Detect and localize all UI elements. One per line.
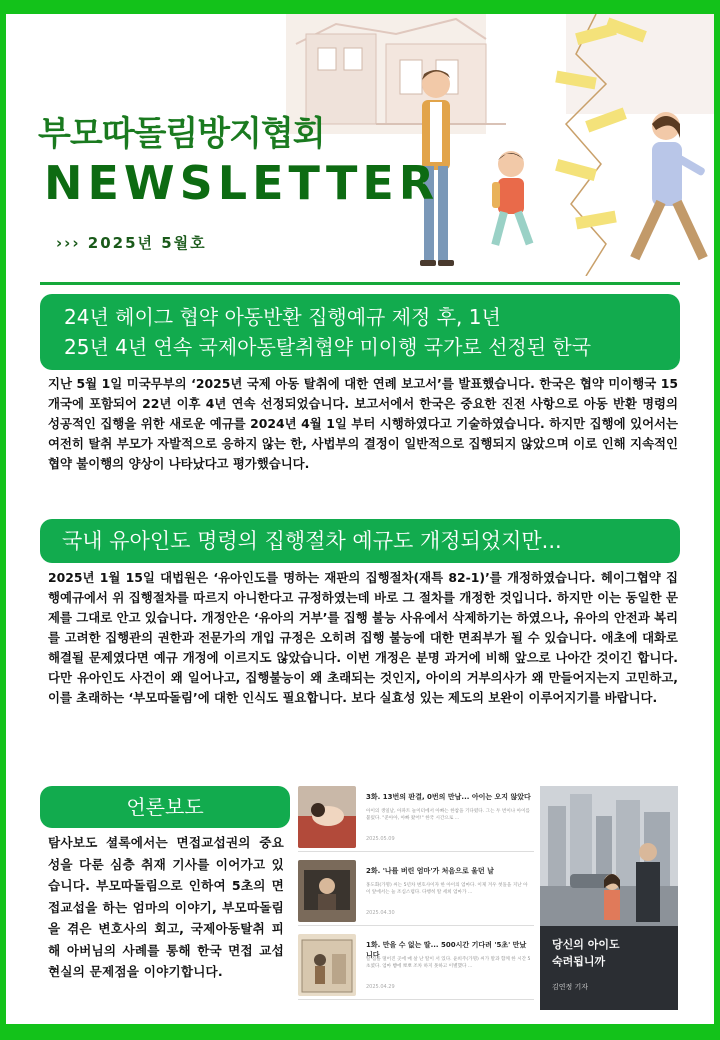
book-title	[552, 936, 672, 970]
header-divider	[40, 282, 680, 285]
news-thumbnail	[298, 860, 356, 922]
section2-body: 2025년 1월 15일 대법원은 ‘유아인도를 명하는 재판의 집행절차(재특 82-1)’를 개정하였습니다. 헤이그협약 집행예규에서 위 집행절차를 따르지 아니한다고 규정하였는데 바로 그 절차를 개정한 것입니다. 하지만 이는 동일한 문제를 그대로 안고 있습니다. 개정안은 ‘유아의 거부’를 집행 불능 사유에서 삭제하기는 하였으나, 유아의 안전과 복리를 고려한 집행관의 권한과 전문가의 개입 규정은 오히려 집행 불능에 대한 면죄부가 될 수 있습니다. 애초에 대화로 해결될 문제였다면 예규 개정에 이르지도 않았습니다. 이번 개정은 분명 과거에 비해 앞으로 나아간 것이긴 합니다. 다만 유아인도 사건이 왜 일어나고, 집행불능이 왜 초래되는 것인지, 아이의 거부의사가 왜 만들어지는지 고민하고, 이를 초래하는 ‘부모따돌림’에 대한 인식도 필요합니다. 보다 실효성 있는 제도의 보완이 이루어지기를 바랍니다.	[48, 570, 678, 705]
section2-headline: 국내 유아인도 명령의 집행절차 예규도 개정되었지만...	[40, 519, 680, 563]
news-desc: 아이의 생일날, 아파트 놀이터에서 아빠는 한참을 기다렸다. 그는 두 번이나 아이를 불렀다. "준아아, 아빠 왔어!" 한국 시간으로 ...	[366, 809, 530, 821]
news-item[interactable]	[298, 934, 534, 1000]
section1-body: 지난 5월 1일 미국무부의 ‘2025년 국제 아동 탈취에 대한 연례 보고서’를 발표했습니다. 한국은 협약 미이행국 15개국에 포함되어 22년 이후 4년 연속 선정되었습니다. 보고서에서 한국은 중요한 진전 사항으로 아동 반환 명령의 성공적인 집행을 위한 새로운 예규를 2024년 4월 1일 부터 시행하였다고 기술하였습니다. 하지만 집행에 있어서는 여전히 탈취 부모가 자발적으로 응하지 않는 한, 사법부의 결정이 일반적으로 집행되지 않았으며 이로 인해 지속적인 협약 불이행의 양상이 나타났다고 평가했습니다.	[48, 376, 678, 471]
section1-headline	[40, 294, 680, 370]
section1-headline-line1: 24년 헤이그 협약 아동반환 집행예규 제정 후, 1년	[64, 305, 501, 329]
news-thumbnail	[298, 786, 356, 848]
newsletter-page	[6, 14, 714, 1024]
hero-illustration	[276, 14, 714, 276]
news-title: 2화. '나를 버린 엄마'가 처음으로 울던 날	[366, 867, 494, 875]
section3-headline: 언론보도	[40, 786, 290, 828]
news-title: 1화. 만을 수 없는 딸... 500시간 기다려 '5초' 만났니다	[366, 941, 527, 959]
news-date: 2025.04.30	[366, 910, 395, 916]
section1-headline-line2: 25년 4년 연속 국제아동탈취협약 미이행 국가로 선정된 한국	[64, 335, 592, 359]
org-name: 부모따돌림방지협회	[38, 114, 325, 154]
news-desc: 홍도화(가명) 씨는 5년차 변호사이자 한 아이의 엄마다. 이제 겨우 첫돌을 지난 아이 앞에서는 늘 조심스럽다. 다행히 딸 세희 엄마가 ...	[366, 883, 528, 895]
news-item[interactable]	[298, 860, 534, 926]
book-author: 김연정 기자	[552, 983, 589, 991]
news-list	[298, 786, 534, 1004]
news-thumbnail	[298, 934, 356, 996]
news-title: 3화. 13번의 판결, 0번의 만남... 아이는 오지 않았다	[366, 793, 531, 801]
news-item[interactable]	[298, 786, 534, 852]
book-title-line1: 당신의 아이도	[552, 938, 620, 951]
book-cover-illustration	[540, 786, 678, 926]
newsletter-title: NEWSLETTER	[44, 156, 440, 210]
news-date: 2025.05.09	[366, 836, 395, 842]
section3-body: 탐사보도 셜록에서는 면접교섭권의 중요성을 다룬 심층 취재 기사를 이어가고 있습니다. 부모따돌림으로 인하여 5초의 면접교섭을 하는 엄마의 이야기, 부모따돌림을 겪은 변호사의 회고, 국제아동탈취 피해 아버님의 사례를 통해 한국 면접 교섭 현실의 문제점을 이야기합니다.	[48, 835, 284, 979]
news-desc: 딸 집을 떨어진 곳에 매 살 난 딸이 서 있다. 윤희주(가명) 씨가 딸과 함께 한 시간 5초였다. 엄마 뺨에 뽀뽀 조차 하지 못하고 이별했다 ...	[366, 957, 531, 969]
book-card[interactable]	[540, 786, 678, 1010]
news-date: 2025.04.29	[366, 984, 395, 990]
issue-label: ››› 2025년 5월호	[56, 234, 207, 252]
book-title-line2: 숙려됩니까	[552, 955, 606, 968]
